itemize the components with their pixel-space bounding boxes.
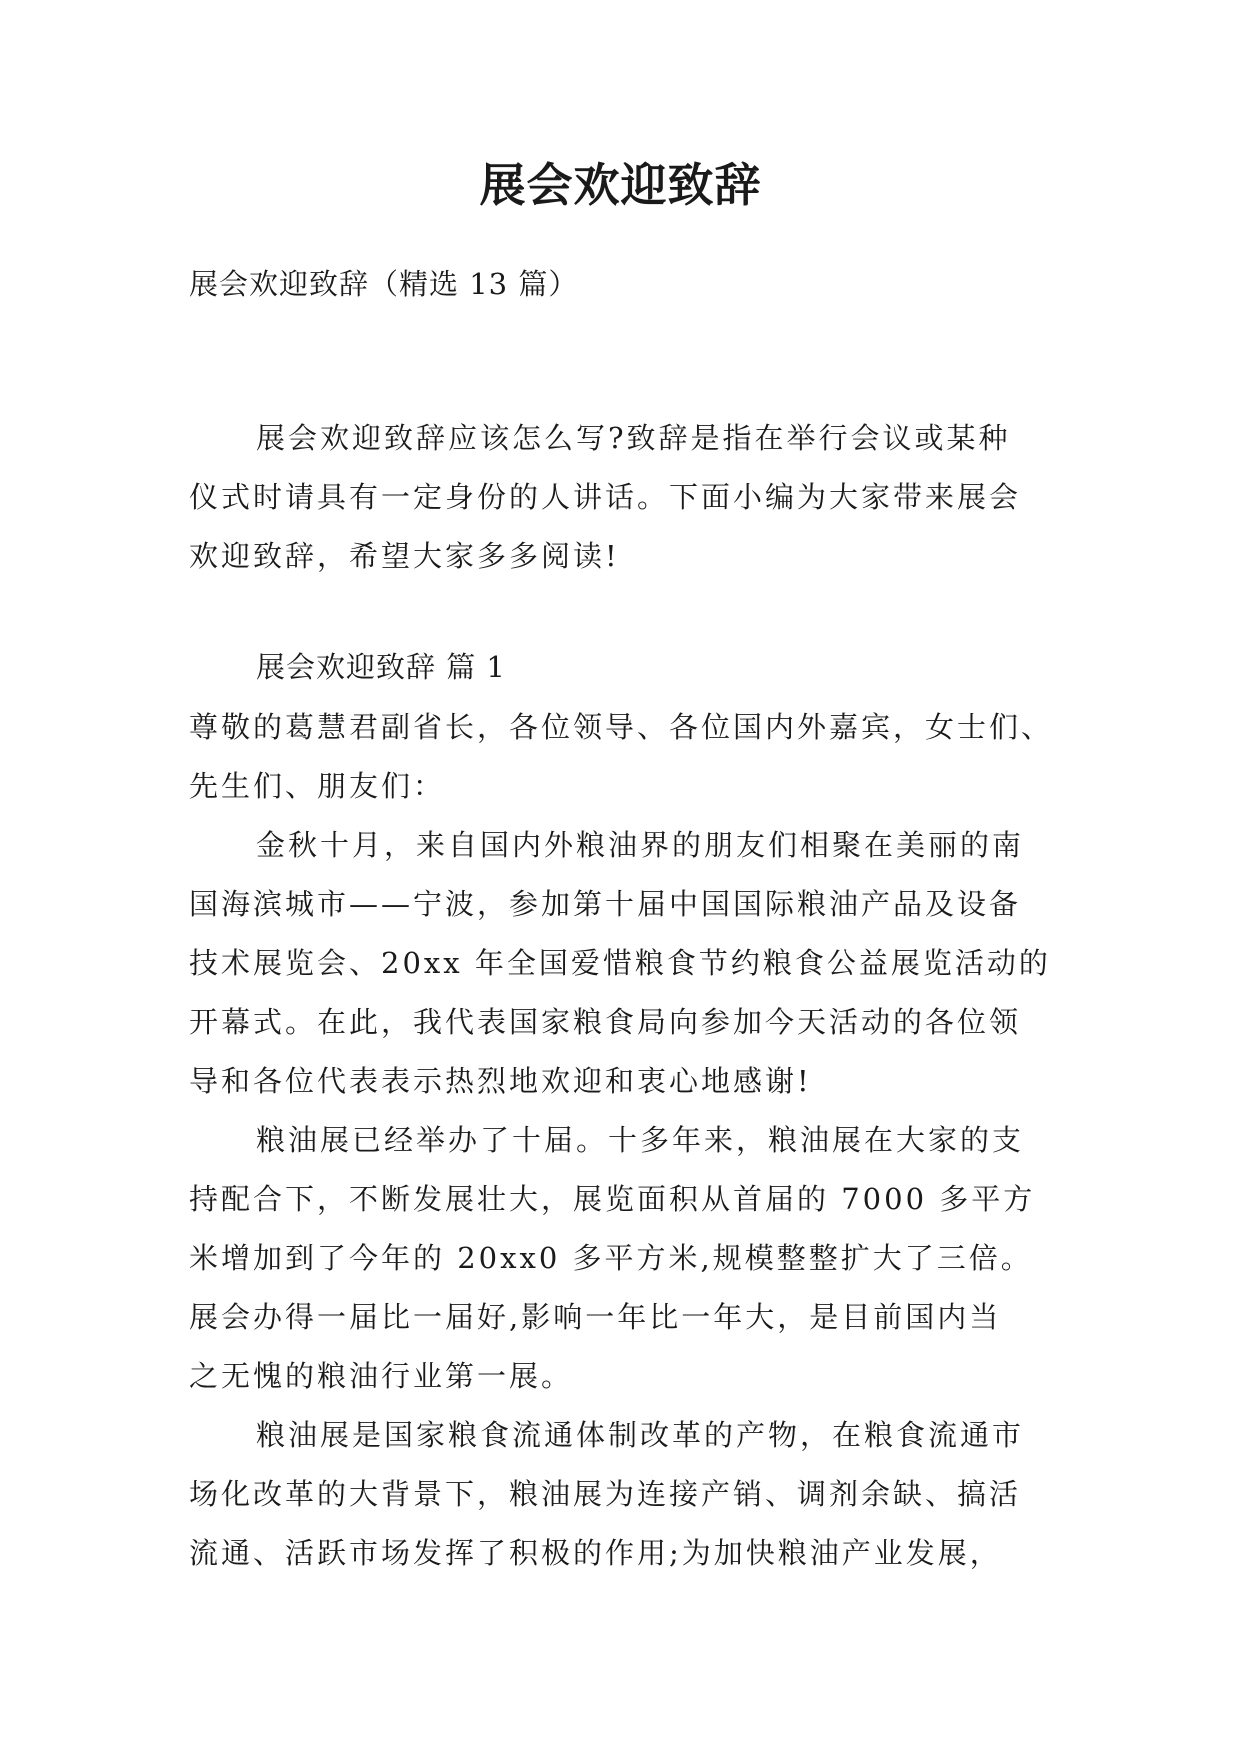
body-line: 技术展览会、20xx 年全国爱惜粮食节约粮食公益展览活动的	[189, 946, 1051, 980]
body-line: 导和各位代表表示热烈地欢迎和衷心地感谢!	[189, 1064, 812, 1098]
body-line: 持配合下，不断发展壮大，展览面积从首届的 7000 多平方	[189, 1182, 1036, 1216]
body-line: 先生们、朋友们：	[189, 769, 446, 803]
body-line: 场化改革的大背景下，粮油展为连接产销、调剂余缺、搞活	[189, 1477, 1022, 1511]
body-line: 之无愧的粮油行业第一展。	[189, 1359, 574, 1393]
intro-line: 欢迎致辞，希望大家多多阅读!	[189, 539, 620, 573]
section-heading: 展会欢迎致辞 篇 1	[256, 650, 506, 684]
body-line: 开幕式。在此，我代表国家粮食局向参加今天活动的各位领	[189, 1005, 1022, 1039]
document-title: 展会欢迎致辞	[479, 158, 762, 212]
body-line: 流通、活跃市场发挥了积极的作用;为加快粮油产业发展，	[189, 1536, 1002, 1570]
body-line: 粮油展已经举办了十届。十多年来，粮油展在大家的支	[256, 1123, 1025, 1157]
document-subtitle: 展会欢迎致辞（精选 13 篇）	[189, 267, 579, 301]
body-line: 金秋十月，来自国内外粮油界的朋友们相聚在美丽的南	[256, 828, 1025, 862]
intro-line: 展会欢迎致辞应该怎么写?致辞是指在举行会议或某种	[256, 421, 1011, 455]
body-line: 米增加到了今年的 20xx0 多平方米,规模整整扩大了三倍。	[189, 1241, 1033, 1275]
body-line: 展会办得一届比一届好,影响一年比一年大，是目前国内当	[189, 1300, 1002, 1334]
speech-body	[189, 698, 1069, 1583]
intro-line: 仪式时请具有一定身份的人讲话。下面小编为大家带来展会	[189, 480, 1022, 514]
body-line: 尊敬的葛慧君副省长，各位领导、各位国内外嘉宾，女士们、	[189, 710, 1054, 744]
body-line: 国海滨城市——宁波，参加第十届中国国际粮油产品及设备	[189, 887, 1022, 921]
intro-paragraph	[189, 409, 1059, 586]
body-line: 粮油展是国家粮食流通体制改革的产物，在粮食流通市	[256, 1418, 1025, 1452]
